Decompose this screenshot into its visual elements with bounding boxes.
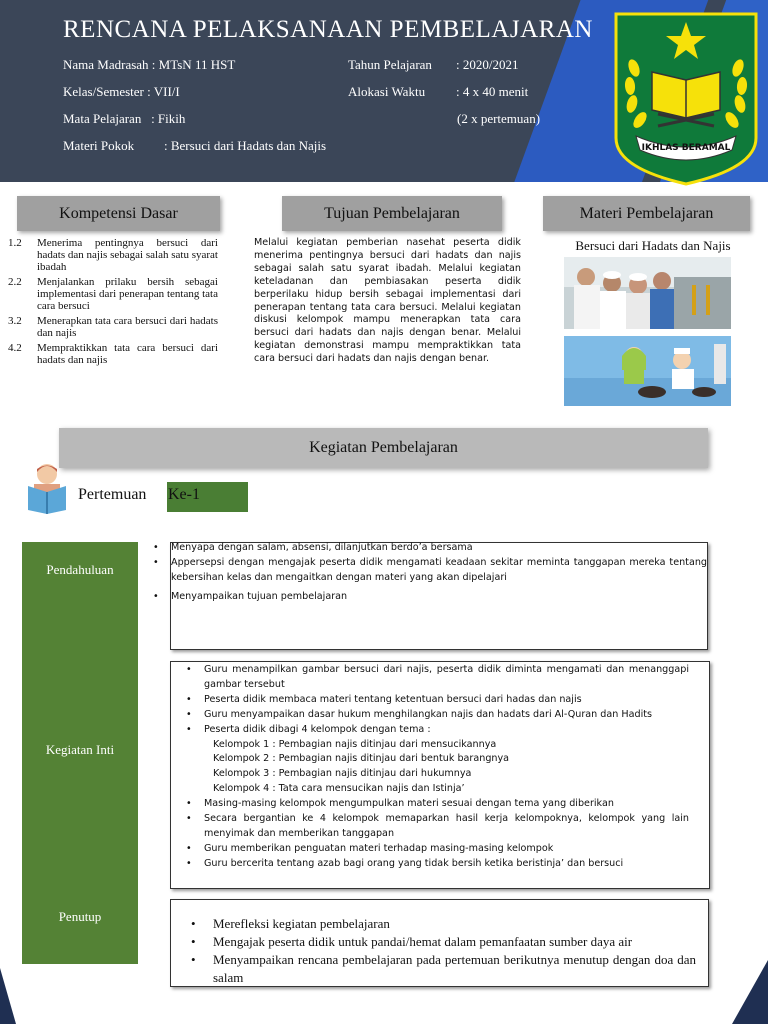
tahun-pelajaran-value: : 2020/2021 [456,57,519,72]
student-reading-icon [26,462,70,514]
list-item: • Secara bergantian ke 4 kelompok memaparkan hasil kerja kelompoknya, kelompok yang lain menyimak dan memberikan tanggapan [204,812,689,842]
materi-pokok-label: Materi Pokok [63,138,135,153]
kd-number: 4.2 [8,342,22,354]
list-item: • Menyampaikan tujuan pembelajaran [171,590,707,605]
list-item: • Menyampaikan rencana pembelajaran pada pertemuan berikutnya menutup dengan doa dan salam [213,951,696,987]
list-item: • Menyapa dengan salam, absensi, dilanjutkan berdo’a bersama [171,541,707,556]
list-item [8,237,218,273]
kompetensi-list [8,237,218,369]
pendahuluan-box [170,542,708,650]
materi-pokok-value: : Bersuci dari Hadats dan Najis [164,138,327,153]
list-item: • Masing-masing kelompok mengumpulkan materi sesuai dengan tema yang diberikan [204,797,689,812]
list-item [8,276,218,312]
list-item: • Merefleksi kegiatan pembelajaran [213,915,696,933]
mata-pelajaran: Mata Pelajaran : Fikih [63,111,186,126]
tahun-pelajaran-label: Tahun Pelajaran [348,57,432,72]
list-item [8,342,218,366]
list-item: • Guru menampilkan gambar bersuci dari najis, peserta didik diminta mengamati dan menanggapi gambar tersebut [204,663,689,693]
materi-pembelajaran-heading: Materi Pembelajaran [543,196,750,231]
group-item: Kelompok 2 : Pembagian najis ditinjau dari bentuk barangnya [213,753,510,765]
phase-penutup: Penutup [58,909,102,924]
phase-kegiatan-inti: Kegiatan Inti [45,742,115,757]
group-item: Kelompok 4 : Tata cara mensucikan najis dan Istinja’ [213,783,465,795]
corner-decoration [0,968,16,1024]
list-item: • Mengajak peserta didik untuk pandai/hemat dalam pemanfaatan sumber daya air [213,933,696,951]
group-item: Kelompok 3 : Pembagian najis ditinjau dari hukumnya [213,768,472,780]
phase-pendahuluan: Pendahuluan [46,562,114,577]
penutup-box [170,899,709,987]
alokasi-waktu-label: Alokasi Waktu [348,84,426,99]
list-item: • Guru bercerita tentang azab bagi orang yang tidak bersih ketika beristinja’ dan bersuci [204,857,689,872]
materi-subtitle: Bersuci dari Hadats dan Najis [575,238,731,253]
kd-text: Menerima pentingnya bersuci dari hadats dan najis sebagai salah satu syarat ibadah [37,237,218,273]
kompetensi-dasar-heading: Kompetensi Dasar [17,196,220,231]
tujuan-text: Melalui kegiatan pemberian nasehat peserta didik menerima pentingnya bersuci dari hadats dan najis sebagai salah satu syarat ibadah. Melalui kegiatan keteladanan dan pembiasakan peserta didik berperilaku hidup bersih sebagai implementasi dari penerapan tentang tata cara bersuci. Melalui kegiatan diskusi kelompok mampu menerapkan tata cara bersuci dari hadats dan najis dengan benar. Melalui kegiatan demonstrasi mampu mempraktikkan tata cara bersuci dari hadats dan najis dengan benar. [254,237,521,365]
alokasi-waktu-value: : 4 x 40 menit [456,84,529,99]
pertemuan-number: Ke-1 [168,486,200,503]
list-item: • Peserta didik dibagi 4 kelompok dengan tema : [204,723,689,738]
pertemuan-label: Pertemuan [78,486,147,503]
cartoon-illustration [564,336,731,406]
kelas-semester: Kelas/Semester : VII/I [63,84,180,99]
list-item [8,315,218,339]
kegiatan-inti-box [170,661,710,889]
kd-text: Menerapkan tata cara bersuci dari hadats dan najis [37,315,218,339]
nama-madrasah: Nama Madrasah : MTsN 11 HST [63,57,236,72]
kd-text: Mempraktikkan tata cara bersuci dari hadats dan najis [37,342,218,366]
list-item: • Guru memberikan penguatan materi terhadap masing-masing kelompok [204,842,689,857]
page-title: RENCANA PELAKSANAAN PEMBELAJARAN [63,16,593,43]
kd-text: Menjalankan prilaku bersih sebagai implementasi dari penerapan tentang tata cara bersuci [37,276,218,312]
list-item: • Guru menyampaikan dasar hukum menghilangkan najis dan hadats dari Al-Quran dan Hadits [204,708,689,723]
kegiatan-heading: Kegiatan Pembelajaran [59,428,708,468]
list-item: • Appersepsi dengan mengajak peserta didik mengamati keadaan sekitar meminta tanggapan mereka tentang kebersihan kelas dan mengaitkan dengan materi yang akan dipelajari [171,556,707,586]
corner-decoration [732,960,768,1024]
kd-number: 3.2 [8,315,22,327]
logo-motto: IKHLAS BERAMAL [641,143,731,153]
wudhu-photo [564,257,731,329]
pertemuan-note: (2 x pertemuan) [457,111,541,126]
group-item: Kelompok 1 : Pembagian najis ditinjau dari mensucikannya [213,738,497,750]
kemenag-logo-icon [612,8,760,190]
kd-number: 1.2 [8,237,22,249]
kd-number: 2.2 [8,276,22,288]
tujuan-pembelajaran-heading: Tujuan Pembelajaran [282,196,502,231]
list-item: • Peserta didik membaca materi tentang ketentuan bersuci dari hadas dan najis [204,693,689,708]
